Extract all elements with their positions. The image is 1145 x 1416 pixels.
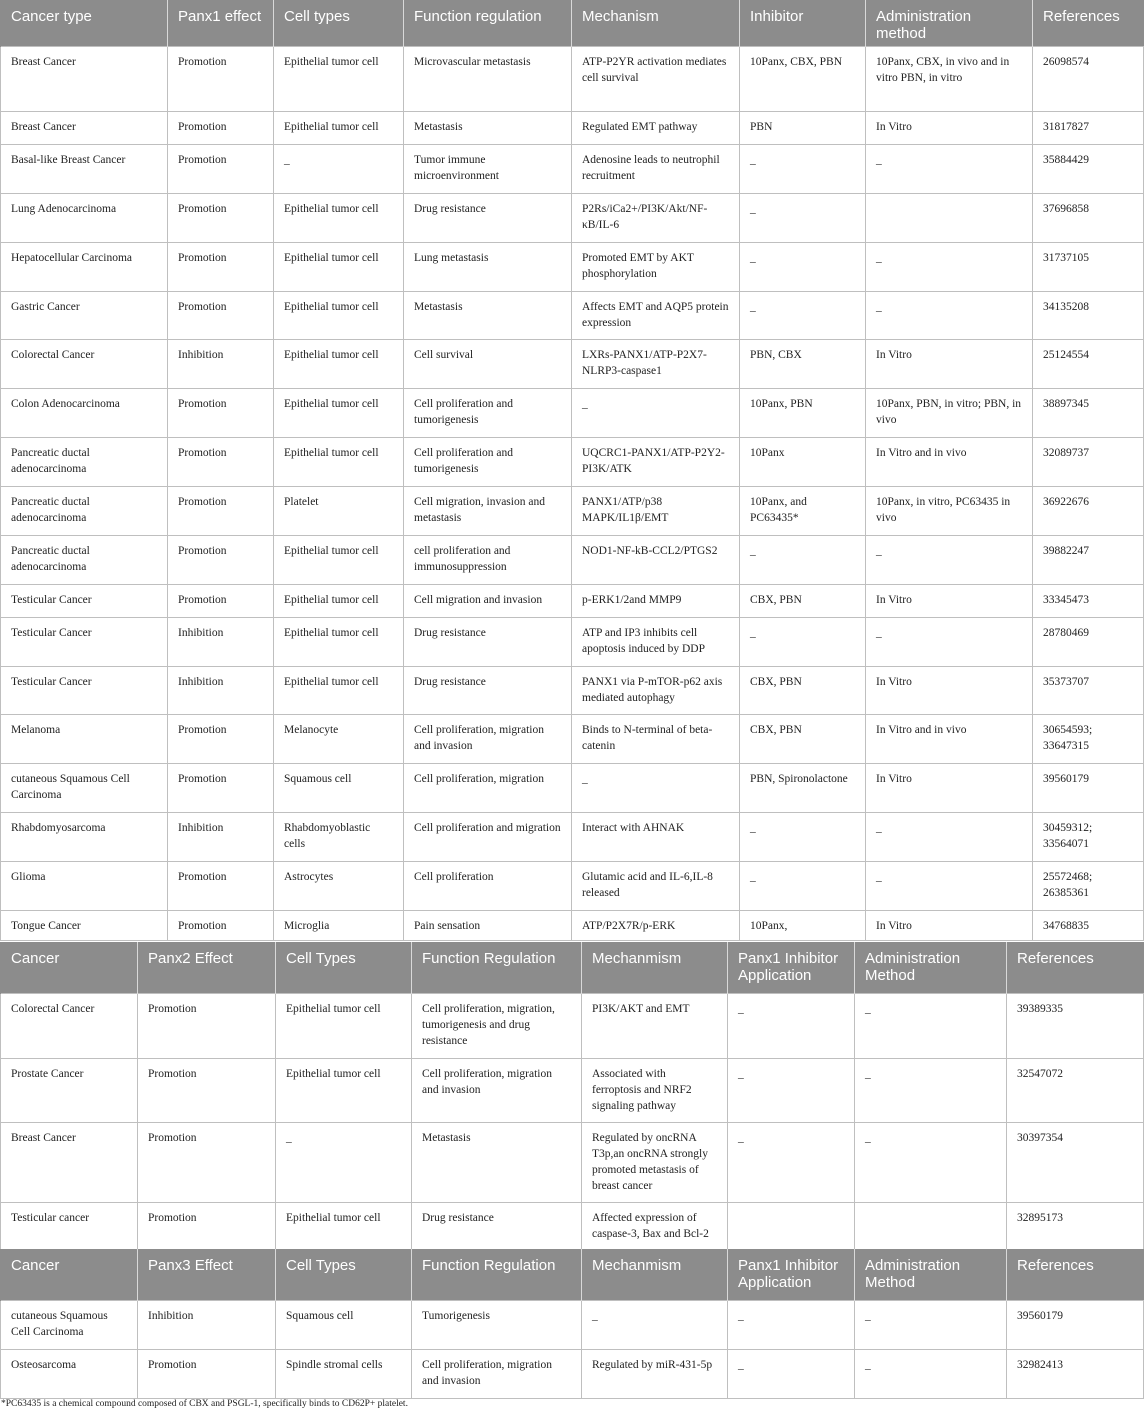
column-header: Cell Types <box>276 1249 412 1300</box>
table-cell: Regulated by oncRNA T3p,an oncRNA strongly promoted metastasis of breast cancer <box>582 1122 728 1202</box>
table-cell: cutaneous Squamous Cell Carcinoma <box>1 763 168 812</box>
table-cell: Promotion <box>168 46 274 111</box>
table-cell: Inhibition <box>168 617 274 666</box>
table-cell <box>855 1202 1007 1251</box>
column-header: Cancer <box>1 1249 138 1300</box>
table-cell: 10Panx, CBX, in vivo and in vitro PBN, in vitro <box>866 46 1033 111</box>
table-cell: Epithelial tumor cell <box>274 111 404 144</box>
table-cell: Affects EMT and AQP5 protein expression <box>572 291 740 339</box>
table-cell: _ <box>274 144 404 193</box>
table-cell: p-ERK1/2and MMP9 <box>572 584 740 617</box>
column-header: References <box>1007 942 1144 993</box>
table-cell: ATP/P2X7R/p-ERK <box>572 910 740 940</box>
table-cell: Epithelial tumor cell <box>274 535 404 584</box>
table-cell: _ <box>572 388 740 437</box>
table-cell: ATP-P2YR activation mediates cell survival <box>572 46 740 111</box>
table-header-row <box>1 1249 1144 1300</box>
table-row <box>1 714 1144 763</box>
table-cell: cell proliferation and immunosuppression <box>404 535 572 584</box>
table-cell: 33345473 <box>1033 584 1144 617</box>
table-cell: 10Panx, CBX, PBN <box>740 46 866 111</box>
column-header: Mechanmism <box>582 942 728 993</box>
table-cell: Cell proliferation, migration and invasion <box>412 1058 582 1122</box>
table-row <box>1 193 1144 242</box>
table-cell: PANX1 via P-mTOR-p62 axis mediated autophagy <box>572 666 740 714</box>
table-cell: 32089737 <box>1033 437 1144 486</box>
table-cell: _ <box>740 193 866 242</box>
table-cell: Epithelial tumor cell <box>276 993 412 1058</box>
table-cell: Promotion <box>168 535 274 584</box>
table-row <box>1 617 1144 666</box>
table-cell: Affected expression of caspase-3, Bax and Bcl-2 <box>582 1202 728 1251</box>
table-cell: _ <box>728 1300 855 1349</box>
table-cell: Glutamic acid and IL-6,IL-8 released <box>572 861 740 910</box>
table-cell: _ <box>866 535 1033 584</box>
column-header: Cell Types <box>276 942 412 993</box>
table-cell: _ <box>728 1122 855 1202</box>
table-cell: Spindle stromal cells <box>276 1349 412 1398</box>
table-row <box>1 763 1144 812</box>
table-cell: In Vitro <box>866 763 1033 812</box>
table-row <box>1 993 1144 1058</box>
table-row <box>1 584 1144 617</box>
table-cell: Promotion <box>168 437 274 486</box>
table-cell: _ <box>740 535 866 584</box>
table-cell: Promotion <box>168 584 274 617</box>
table-cell: In Vitro <box>866 910 1033 940</box>
table-row <box>1 486 1144 535</box>
table-cell: 39560179 <box>1033 763 1144 812</box>
table-cell: Epithelial tumor cell <box>274 437 404 486</box>
table-cell: _ <box>855 1300 1007 1349</box>
table-panx2 <box>0 942 1144 1252</box>
table-cell: 39882247 <box>1033 535 1144 584</box>
table-cell: Epithelial tumor cell <box>276 1202 412 1251</box>
table-cell: _ <box>866 812 1033 861</box>
column-header: Cancer <box>1 942 138 993</box>
table-cell: Breast Cancer <box>1 111 168 144</box>
table-footnote: *PC63435 is a chemical compound composed of CBX and PSGL-1, specifically binds to CD62P+ platelet. <box>1 1399 408 1409</box>
table-row <box>1 242 1144 291</box>
column-header: Mechanmism <box>582 1249 728 1300</box>
table-cell: 10Panx <box>740 437 866 486</box>
table-cell: PBN <box>740 111 866 144</box>
table-cell: Adenosine leads to neutrophil recruitment <box>572 144 740 193</box>
table-row <box>1 111 1144 144</box>
table-cell: Epithelial tumor cell <box>274 242 404 291</box>
table-cell: Prostate Cancer <box>1 1058 138 1122</box>
table-cell: 32982413 <box>1007 1349 1144 1398</box>
table-cell: Promotion <box>138 1122 276 1202</box>
table-cell: 38897345 <box>1033 388 1144 437</box>
table-header-row <box>1 942 1144 993</box>
column-header: Cell types <box>274 0 404 46</box>
table-cell: 30397354 <box>1007 1122 1144 1202</box>
table-cell: 10Panx, PBN <box>740 388 866 437</box>
table-cell: 34135208 <box>1033 291 1144 339</box>
table-cell: Colon Adenocarcinoma <box>1 388 168 437</box>
table-cell: Pancreatic ductal adenocarcinoma <box>1 535 168 584</box>
table-cell: Cell proliferation, migration, tumorigenesis and drug resistance <box>412 993 582 1058</box>
table-row <box>1 437 1144 486</box>
table-cell: Promotion <box>168 111 274 144</box>
table-cell: Cell proliferation and migration <box>404 812 572 861</box>
table-cell: PANX1/ATP/p38 MAPK/IL1β/EMT <box>572 486 740 535</box>
column-header: References <box>1007 1249 1144 1300</box>
table-cell: Melanoma <box>1 714 168 763</box>
table-cell: Cell proliferation and tumorigenesis <box>404 388 572 437</box>
column-header: Function Regulation <box>412 1249 582 1300</box>
column-header: Panx3 Effect <box>138 1249 276 1300</box>
table-cell: Epithelial tumor cell <box>274 291 404 339</box>
table-cell: Promotion <box>168 144 274 193</box>
table-cell: Cell migration and invasion <box>404 584 572 617</box>
table-cell: Epithelial tumor cell <box>276 1058 412 1122</box>
table-cell: In Vitro <box>866 666 1033 714</box>
table-cell: Cell proliferation and tumorigenesis <box>404 437 572 486</box>
table-cell: PBN, CBX <box>740 339 866 388</box>
table-cell: Rhabdomyoblastic cells <box>274 812 404 861</box>
column-header: Panx1 Inhibitor Application <box>728 942 855 993</box>
table-cell: Promotion <box>168 714 274 763</box>
table-cell: Lung Adenocarcinoma <box>1 193 168 242</box>
table-cell: _ <box>276 1122 412 1202</box>
table-cell: CBX, PBN <box>740 584 866 617</box>
table-cell: 10Panx, <box>740 910 866 940</box>
table-cell: Cell survival <box>404 339 572 388</box>
table-cell: In Vitro and in vivo <box>866 714 1033 763</box>
table-cell: Metastasis <box>412 1122 582 1202</box>
table-cell: Promotion <box>168 291 274 339</box>
column-header: Panx2 Effect <box>138 942 276 993</box>
table-cell: _ <box>572 763 740 812</box>
table-cell: Tongue Cancer <box>1 910 168 940</box>
table-cell: Testicular Cancer <box>1 584 168 617</box>
table-cell: Interact with AHNAK <box>572 812 740 861</box>
table-cell: Cell proliferation <box>404 861 572 910</box>
table-cell: Promotion <box>168 388 274 437</box>
table-cell: Cell proliferation, migration and invasion <box>404 714 572 763</box>
table-cell: _ <box>728 1349 855 1398</box>
table-cell: _ <box>728 1058 855 1122</box>
table-row <box>1 388 1144 437</box>
table-cell: 35373707 <box>1033 666 1144 714</box>
table-cell: 30654593; 33647315 <box>1033 714 1144 763</box>
table-cell: 28780469 <box>1033 617 1144 666</box>
table-cell: _ <box>866 242 1033 291</box>
table-cell: _ <box>740 144 866 193</box>
table-cell: _ <box>866 144 1033 193</box>
table-row <box>1 1349 1144 1398</box>
table-cell: Breast Cancer <box>1 1122 138 1202</box>
table-cell: Metastasis <box>404 291 572 339</box>
column-header: Administration method <box>866 0 1033 46</box>
table-cell: Microvascular metastasis <box>404 46 572 111</box>
column-header: Administration Method <box>855 942 1007 993</box>
table-cell: Drug resistance <box>404 617 572 666</box>
table-cell: _ <box>855 1122 1007 1202</box>
table-cell: 10Panx, in vitro, PC63435 in vivo <box>866 486 1033 535</box>
table-cell: Breast Cancer <box>1 46 168 111</box>
table-cell: Epithelial tumor cell <box>274 193 404 242</box>
column-header: Function Regulation <box>412 942 582 993</box>
table-header-row <box>1 0 1144 46</box>
table-row <box>1 144 1144 193</box>
table-cell: Promotion <box>168 910 274 940</box>
table-cell: Promotion <box>168 486 274 535</box>
table-row <box>1 812 1144 861</box>
table-cell: _ <box>855 1058 1007 1122</box>
table-cell: Cell proliferation, migration and invasion <box>412 1349 582 1398</box>
table-cell: Promotion <box>138 1349 276 1398</box>
table-cell: _ <box>740 291 866 339</box>
table-cell: _ <box>855 1349 1007 1398</box>
table-cell: _ <box>855 993 1007 1058</box>
table-cell: _ <box>728 993 855 1058</box>
table-cell: Epithelial tumor cell <box>274 46 404 111</box>
table-cell: Pancreatic ductal adenocarcinoma <box>1 486 168 535</box>
table-cell: Lung metastasis <box>404 242 572 291</box>
table-cell: Microglia <box>274 910 404 940</box>
table-cell: Inhibition <box>168 812 274 861</box>
table-cell: Gastric Cancer <box>1 291 168 339</box>
table-row <box>1 46 1144 111</box>
table-cell: _ <box>582 1300 728 1349</box>
table-row <box>1 339 1144 388</box>
table-cell: 31817827 <box>1033 111 1144 144</box>
table-cell: LXRs-PANX1/ATP-P2X7-NLRP3-caspase1 <box>572 339 740 388</box>
table-row <box>1 1122 1144 1202</box>
table-row <box>1 861 1144 910</box>
table-cell: In Vitro <box>866 339 1033 388</box>
table-cell: 10Panx, and PC63435* <box>740 486 866 535</box>
table-cell: Colorectal Cancer <box>1 339 168 388</box>
table-cell: _ <box>740 617 866 666</box>
column-header: Panx1 effect <box>168 0 274 46</box>
table-cell: Glioma <box>1 861 168 910</box>
table-cell: Promotion <box>168 861 274 910</box>
table-cell: _ <box>740 812 866 861</box>
table-cell: Tumorigenesis <box>412 1300 582 1349</box>
table-cell: In Vitro <box>866 111 1033 144</box>
table-cell: Regulated by miR-431-5p <box>582 1349 728 1398</box>
table-cell: Epithelial tumor cell <box>274 339 404 388</box>
table-cell: 26098574 <box>1033 46 1144 111</box>
table-cell: _ <box>866 861 1033 910</box>
table-row <box>1 1202 1144 1251</box>
table-cell: Promoted EMT by AKT phosphorylation <box>572 242 740 291</box>
table-cell: Drug resistance <box>404 666 572 714</box>
table-cell: Epithelial tumor cell <box>274 666 404 714</box>
table-cell: Drug resistance <box>404 193 572 242</box>
table-cell: Inhibition <box>168 666 274 714</box>
table-cell: Hepatocellular Carcinoma <box>1 242 168 291</box>
table-cell: CBX, PBN <box>740 666 866 714</box>
table-cell: 32547072 <box>1007 1058 1144 1122</box>
column-header: Panx1 Inhibitor Application <box>728 1249 855 1300</box>
table-row <box>1 291 1144 339</box>
table-panx3 <box>0 1249 1144 1399</box>
table-cell: Testicular Cancer <box>1 617 168 666</box>
table-cell: Promotion <box>138 1058 276 1122</box>
table-cell: NOD1-NF-kB-CCL2/PTGS2 <box>572 535 740 584</box>
table-cell: Promotion <box>168 763 274 812</box>
table-cell: 32895173 <box>1007 1202 1144 1251</box>
table-cell: 34768835 <box>1033 910 1144 940</box>
table-row <box>1 1300 1144 1349</box>
table-cell: Promotion <box>168 193 274 242</box>
column-header: Function regulation <box>404 0 572 46</box>
table-cell: Cell migration, invasion and metastasis <box>404 486 572 535</box>
table-row <box>1 666 1144 714</box>
table-cell: 10Panx, PBN, in vitro; PBN, in vivo <box>866 388 1033 437</box>
table-cell: 35884429 <box>1033 144 1144 193</box>
table-cell: PBN, Spironolactone <box>740 763 866 812</box>
table-cell: Inhibition <box>168 339 274 388</box>
table-cell: Regulated EMT pathway <box>572 111 740 144</box>
table-cell: Inhibition <box>138 1300 276 1349</box>
table-cell: 39389335 <box>1007 993 1144 1058</box>
table-cell: Tumor immune microenvironment <box>404 144 572 193</box>
table-cell: Squamous cell <box>276 1300 412 1349</box>
table-cell: 25124554 <box>1033 339 1144 388</box>
table-cell: Binds to N-terminal of beta-catenin <box>572 714 740 763</box>
table-cell: Promotion <box>138 1202 276 1251</box>
table-cell <box>728 1202 855 1251</box>
column-header: Cancer type <box>1 0 168 46</box>
table-cell: In Vitro <box>866 584 1033 617</box>
table-cell: Osteosarcoma <box>1 1349 138 1398</box>
table-cell <box>866 193 1033 242</box>
table-cell: ATP and IP3 inhibits cell apoptosis induced by DDP <box>572 617 740 666</box>
column-header: References <box>1033 0 1144 46</box>
table-cell: 25572468; 26385361 <box>1033 861 1144 910</box>
table-cell: 37696858 <box>1033 193 1144 242</box>
table-cell: Testicular cancer <box>1 1202 138 1251</box>
table-cell: Epithelial tumor cell <box>274 617 404 666</box>
table-cell: UQCRC1-PANX1/ATP-P2Y2-PI3K/ATK <box>572 437 740 486</box>
table-cell: 39560179 <box>1007 1300 1144 1349</box>
table-cell: Epithelial tumor cell <box>274 388 404 437</box>
table-cell: Promotion <box>138 993 276 1058</box>
table-cell: 30459312; 33564071 <box>1033 812 1144 861</box>
table-cell: _ <box>740 861 866 910</box>
table-cell: CBX, PBN <box>740 714 866 763</box>
table-cell: Platelet <box>274 486 404 535</box>
table-row <box>1 535 1144 584</box>
table-cell: Associated with ferroptosis and NRF2 signaling pathway <box>582 1058 728 1122</box>
column-header: Mechanism <box>572 0 740 46</box>
table-cell: PI3K/AKT and EMT <box>582 993 728 1058</box>
table-cell: _ <box>866 617 1033 666</box>
table-cell: Cell proliferation, migration <box>404 763 572 812</box>
table-cell: _ <box>866 291 1033 339</box>
table-cell: 36922676 <box>1033 486 1144 535</box>
table-cell: Melanocyte <box>274 714 404 763</box>
table-cell: Metastasis <box>404 111 572 144</box>
table-cell: Pancreatic ductal adenocarcinoma <box>1 437 168 486</box>
table-cell: _ <box>740 242 866 291</box>
table-cell: Epithelial tumor cell <box>274 584 404 617</box>
table-cell: Squamous cell <box>274 763 404 812</box>
table-cell: P2Rs/iCa2+/PI3K/Akt/NF-κB/IL-6 <box>572 193 740 242</box>
table-row <box>1 910 1144 940</box>
table-row <box>1 1058 1144 1122</box>
table-cell: Promotion <box>168 242 274 291</box>
table-cell: Rhabdomyosarcoma <box>1 812 168 861</box>
table-cell: Basal-like Breast Cancer <box>1 144 168 193</box>
table-cell: 31737105 <box>1033 242 1144 291</box>
table-cell: cutaneous Squamous Cell Carcinoma <box>1 1300 138 1349</box>
column-header: Administration Method <box>855 1249 1007 1300</box>
column-header: Inhibitor <box>740 0 866 46</box>
table-cell: In Vitro and in vivo <box>866 437 1033 486</box>
table-cell: Drug resistance <box>412 1202 582 1251</box>
table-cell: Pain sensation <box>404 910 572 940</box>
table-cell: Testicular Cancer <box>1 666 168 714</box>
table-cell: Colorectal Cancer <box>1 993 138 1058</box>
table-cell: Astrocytes <box>274 861 404 910</box>
